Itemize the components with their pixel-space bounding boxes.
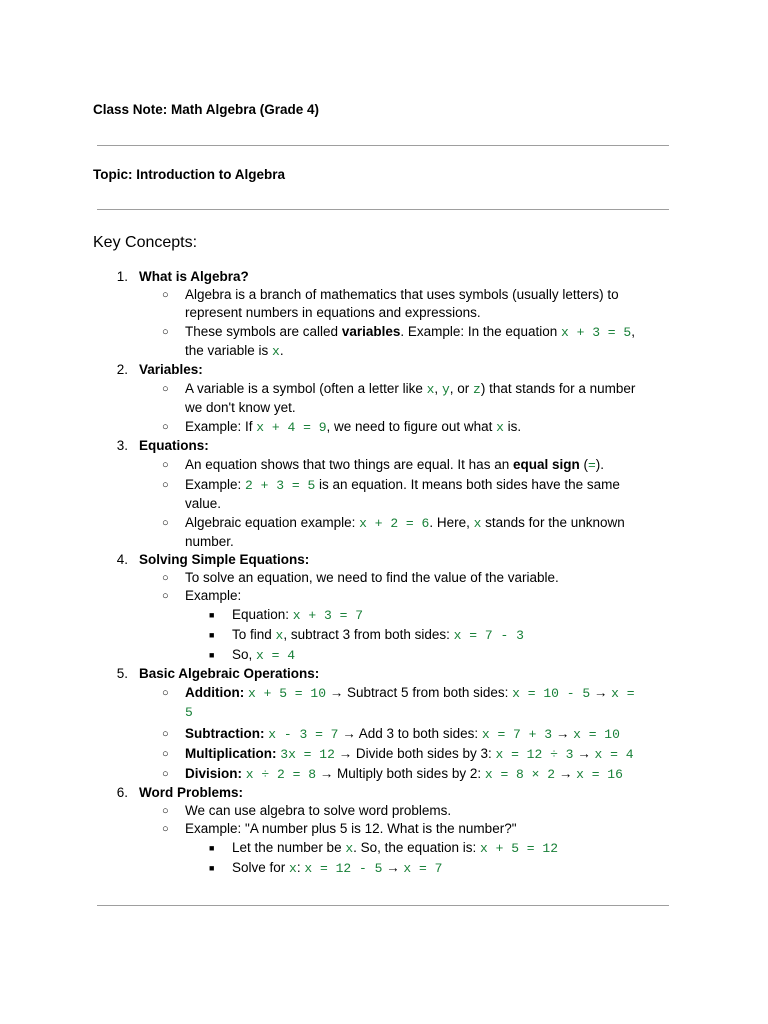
arrow-icon: → [329,685,344,700]
square-bullet-icon: ■ [209,863,215,873]
circle-bullet-icon: ○ [162,728,169,740]
square-bullet-icon: ■ [209,630,215,640]
circle-bullet-icon: ○ [162,383,169,395]
circle-bullet-icon: ○ [162,590,169,602]
circle-bullet-icon: ○ [162,479,169,491]
circle-bullet-icon: ○ [162,748,169,760]
circle-bullet-icon: ○ [162,326,169,338]
key-concepts-heading: Key Concepts: [93,234,198,251]
circle-bullet-icon: ○ [162,768,169,780]
arrow-icon: → [555,726,570,741]
arrow-icon: → [338,746,353,761]
divider [97,905,669,906]
square-bullet-icon: ■ [209,843,215,853]
arrow-icon: → [558,766,573,781]
document-title: Class Note: Math Algebra (Grade 4) [93,102,320,117]
arrow-icon: → [577,746,591,761]
circle-bullet-icon: ○ [162,459,169,471]
circle-bullet-icon: ○ [162,823,169,835]
topic-heading: Topic: Introduction to Algebra [93,167,285,182]
circle-bullet-icon: ○ [162,687,169,699]
divider [97,145,669,146]
square-bullet-icon: ■ [209,610,215,620]
inline-code: x + 3 = 5 [560,325,632,340]
circle-bullet-icon: ○ [162,421,169,433]
divider [97,209,669,210]
arrow-icon: → [386,860,400,875]
circle-bullet-icon: ○ [162,289,169,301]
square-bullet-icon: ■ [209,650,215,660]
circle-bullet-icon: ○ [162,572,169,584]
arrow-icon: → [319,766,334,781]
circle-bullet-icon: ○ [162,517,169,529]
circle-bullet-icon: ○ [162,805,169,817]
arrow-icon: → [342,726,356,741]
document-page: Class Note: Math Algebra (Grade 4) Topic: Introduction to Algebra Key Concepts: 1. What is Algebra? ○ Algebra is a branch of mathematics that uses symbols (usually letters) to represent numbers in equations and expressions. ○ These symbols are called variables. Example: In the equation x + 3 = 5, the variable is x. 2. Variables: ○ A variable is a symbol (often a letter like x, y, or z) that stands for a number we don't know yet. ○ Example: If x + 4 = 9, we need to figure out what x is. 3. Equations: ○ An equation shows that two things are equal. It has an equal sign (=). ○ Example: 2 + 3 = 5 is an equation. It means both sides have the same value. ○ Algebraic equation example: x + 2 = 6. Here, x stands for the unknown number. 4. Solving Simple Equations: ○ To solve an equation, we need to find the value of the variable. ○ Example: ■ Equation: x + 3 = 7 ■ To find x, subtract 3 from both sides: x = 7 - 3 ■ So, x = 4 5. Basic Algebraic Operations: ○ Addition: x + 5 = 10 → Subtract 5 from both sides: x = 10 - 5 → x = 5 ○ Subtraction: x - 3 = 7 → Add 3 to both sides: x = 7 + 3 → x = 10 ○ Multiplication: 3x = 12 → Divide both sides by 3: x = 12 ÷ 3 → x = 4 ○ Division: x ÷ 2 = 8 → Multiply both sides by 2: x = 8 × 2 → x = 16 6. Word Problems: ○ We can use algebra to solve word problems. ○ Example: "A number plus 5 is 12. What is the number?" ■ Let the number be x. So, the equation is: x + 5 = 12 ■ Solve for x: x = 12 - 5 → x = 7 [0,0,768,1024]
arrow-icon: → [593,685,608,700]
